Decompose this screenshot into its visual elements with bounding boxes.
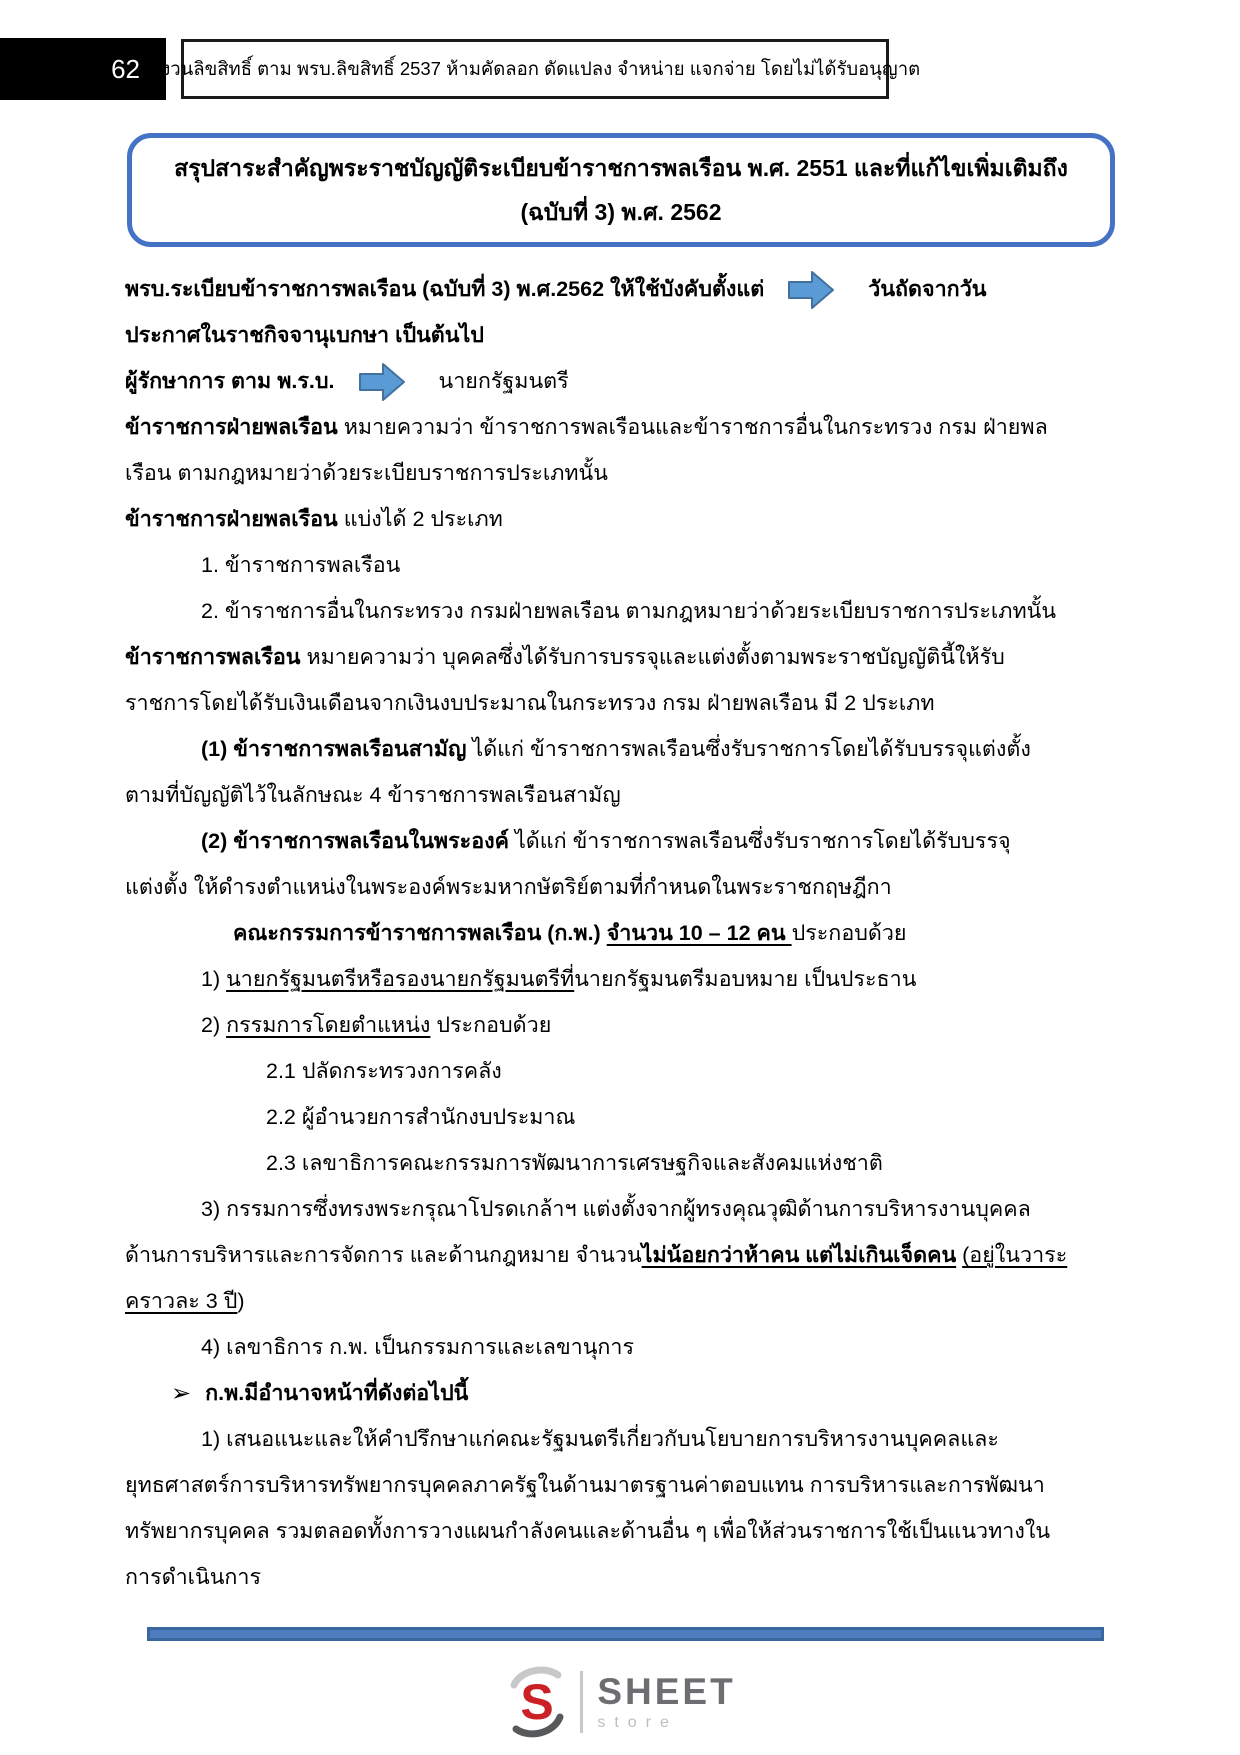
- body-line: [125, 1370, 1125, 1416]
- text-segment: ได้แก่ ข้าราชการพลเรือนซึ่งรับราชการโดยได้รับบรรจุแต่งตั้ง: [466, 737, 1031, 761]
- right-arrow-icon: [788, 271, 834, 309]
- text-segment: ได้แก่ ข้าราชการพลเรือนซึ่งรับราชการโดยได้รับบรรจุ: [508, 829, 1011, 853]
- body-line: [125, 450, 1125, 496]
- page-number-box: [0, 38, 166, 100]
- text-segment: ราชการโดยได้รับเงินเดือนจากเงินงบประมาณในกระทรวง กรม ฝ่ายพลเรือน มี 2 ประเภท: [125, 691, 935, 715]
- body-line: [125, 864, 1125, 910]
- brand-name: SHEET: [597, 1671, 736, 1712]
- text-segment: ก.พ.มีอำนาจหน้าที่ดังต่อไปนี้: [205, 1381, 469, 1405]
- text-segment: 2. ข้าราชการอื่นในกระทรวง กรมฝ่ายพลเรือน ตามกฎหมายว่าด้วยระเบียบราชการประเภทนั้น: [201, 599, 1057, 623]
- body-line: [125, 634, 1125, 680]
- text-segment: 3) กรรมการซึ่งทรงพระกรุณาโปรดเกล้าฯ แต่งตั้งจากผู้ทรงคุณวุฒิด้านการบริหารงานบุคคล: [201, 1197, 1031, 1221]
- text-segment: นายกรัฐมนตรีมอบหมาย เป็นประธาน: [574, 967, 917, 991]
- body-line: [125, 818, 1125, 864]
- text-segment: แต่งตั้ง ให้ดำรงตำแหน่งในพระองค์พระมหากษัตริย์ตามที่กำหนดในพระราชกฤษฎีกา: [125, 875, 892, 899]
- text-segment: คราวละ 3 ปี: [125, 1289, 238, 1313]
- footer-logo: [0, 1652, 1240, 1752]
- text-segment: หมายความว่า ข้าราชการพลเรือนและข้าราชการอื่นในกระทรวง กรม ฝ่ายพล: [337, 415, 1048, 439]
- text-segment: ข้าราชการฝ่ายพลเรือน: [125, 507, 338, 531]
- text-segment: แบ่งได้ 2 ประเภท: [337, 507, 503, 531]
- document-body: [125, 266, 1125, 1600]
- body-line: [125, 1140, 1125, 1186]
- text-segment: การดำเนินการ: [125, 1565, 262, 1589]
- text-segment: (อยู่ในวาระ: [962, 1243, 1068, 1267]
- copyright-box: [149, 39, 921, 99]
- svg-text:S: S: [520, 1674, 554, 1730]
- text-segment: หมายความว่า บุคคลซึ่งได้รับการบรรจุและแต่งตั้งตามพระราชบัญญัตินี้ให้รับ: [300, 645, 1005, 669]
- body-line: [125, 910, 1125, 956]
- text-segment: ผู้รักษาการ ตาม พ.ร.บ.: [125, 369, 335, 393]
- text-segment: จำนวน 10 – 12 คน: [606, 921, 792, 945]
- brand-subtitle: store: [597, 1714, 678, 1731]
- title-box: [127, 133, 1115, 247]
- text-segment: กรรมการโดยตำแหน่ง: [226, 1013, 431, 1037]
- body-line: [125, 726, 1125, 772]
- body-line: [125, 542, 1125, 588]
- text-segment: 2.2 ผู้อำนวยการสำนักงบประมาณ: [266, 1105, 576, 1129]
- body-line: [125, 680, 1125, 726]
- brand-text: [597, 1673, 735, 1731]
- page-title: สรุปสาระสำคัญพระราชบัญญัติระเบียบข้าราชการพลเรือน พ.ศ. 2551 และที่แก้ไขเพิ่มเติมถึง (ฉบับที่ 3) พ.ศ. 2562: [174, 155, 1068, 225]
- footer-divider-line: [147, 1627, 1104, 1641]
- body-line: [125, 1232, 1125, 1278]
- body-line: [125, 1048, 1125, 1094]
- text-segment: ทรัพยากรบุคคล รวมตลอดทั้งการวางแผนกำลังคนและด้านอื่น ๆ เพื่อให้ส่วนราชการใช้เป็นแนวทางใน: [125, 1519, 1051, 1543]
- body-line: [125, 358, 1125, 404]
- body-line: [125, 1324, 1125, 1370]
- body-line: [125, 1186, 1125, 1232]
- text-segment: ตามที่บัญญัติไว้ในลักษณะ 4 ข้าราชการพลเรือนสามัญ: [125, 783, 621, 807]
- body-line: [125, 1278, 1125, 1324]
- body-line: [125, 404, 1125, 450]
- text-segment: ข้าราชการฝ่ายพลเรือน: [125, 415, 338, 439]
- text-segment: ประกอบด้วย: [791, 921, 907, 945]
- text-segment: ประกาศในราชกิจจานุเบกษา เป็นต้นไป: [125, 323, 484, 347]
- text-segment: เรือน ตามกฎหมายว่าด้วยระเบียบราชการประเภทนั้น: [125, 461, 608, 485]
- text-segment: นายกรัฐมนตรีหรือรองนายกรัฐมนตรีที่: [226, 967, 575, 991]
- body-line: [125, 588, 1125, 634]
- text-segment: 2.3 เลขาธิการคณะกรรมการพัฒนาการเศรษฐกิจและสังคมแห่งชาติ: [266, 1151, 883, 1175]
- text-segment: นายกรัฐมนตรี: [438, 369, 569, 393]
- text-segment: ): [237, 1289, 245, 1313]
- text-segment: 4) เลขาธิการ ก.พ. เป็นกรรมการและเลขานุการ: [201, 1335, 635, 1359]
- text-segment: 1. ข้าราชการพลเรือน: [201, 553, 401, 577]
- text-segment: พรบ.ระเบียบข้าราชการพลเรือน (ฉบับที่ 3) พ.ศ.2562 ให้ใช้บังคับตั้งแต่: [125, 277, 765, 301]
- text-segment: 1): [201, 967, 227, 991]
- body-line: [125, 1416, 1125, 1462]
- body-line: [125, 956, 1125, 1002]
- body-line: [125, 266, 1125, 312]
- body-line: [125, 496, 1125, 542]
- page-number: 62: [111, 53, 140, 84]
- body-line: [125, 1554, 1125, 1600]
- copyright-text: สงวนลิขสิทธิ์ ตาม พรบ.ลิขสิทธิ์ 2537 ห้ามคัดลอก ดัดแปลง จำหน่าย แจกจ่าย โดยไม่ได้รับอนุญาต: [149, 57, 921, 79]
- right-arrow-icon: [359, 363, 405, 401]
- text-segment: คณะกรรมการข้าราชการพลเรือน (ก.พ.): [233, 921, 607, 945]
- body-line: [125, 1462, 1125, 1508]
- text-segment: ไม่น้อยกว่าห้าคน แต่ไม่เกินเจ็ดคน: [641, 1243, 957, 1267]
- body-line: [125, 312, 1125, 358]
- text-segment: ยุทธศาสตร์การบริหารทรัพยากรบุคคลภาครัฐในด้านมาตรฐานค่าตอบแทน การบริหารและการพัฒนา: [125, 1473, 1045, 1497]
- sheet-store-logo-icon: [504, 1665, 570, 1739]
- text-segment: ด้านการบริหารและการจัดการ และด้านกฎหมาย จำนวน: [125, 1243, 642, 1267]
- text-segment: วันถัดจากวัน: [868, 277, 987, 301]
- text-segment: ประกอบด้วย: [430, 1013, 552, 1037]
- text-segment: 2): [201, 1013, 227, 1037]
- body-line: [125, 1094, 1125, 1140]
- body-line: [125, 772, 1125, 818]
- text-segment: (2) ข้าราชการพลเรือนในพระองค์: [201, 829, 509, 853]
- arrowhead-bullet-icon: ➢: [171, 1380, 192, 1407]
- text-segment: (1) ข้าราชการพลเรือนสามัญ: [201, 737, 467, 761]
- text-segment: 2.1 ปลัดกระทรวงการคลัง: [266, 1059, 502, 1083]
- logo-separator: [580, 1671, 583, 1733]
- text-segment: 1) เสนอแนะและให้คำปรึกษาแก่คณะรัฐมนตรีเกี่ยวกับนโยบายการบริหารงานบุคคลและ: [201, 1427, 999, 1451]
- body-line: [125, 1508, 1125, 1554]
- text-segment: ข้าราชการพลเรือน: [125, 645, 301, 669]
- body-line: [125, 1002, 1125, 1048]
